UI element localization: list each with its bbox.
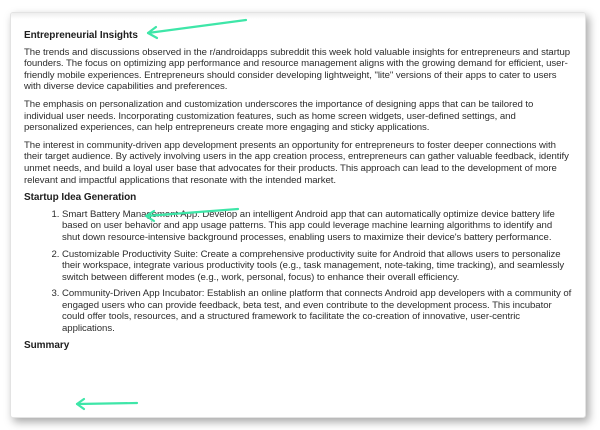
ideas-heading: Startup Idea Generation bbox=[24, 192, 137, 204]
insights-paragraph-1: The trends and discussions observed in the r/androidapps subreddit this week hold valuable insights for entrepreneurs and startup founders. The focus on optimizing app performance and resource management aligns with the growing demand for efficient, user-friendly mobile experiences. Entrepreneurs should consider developing lightweight, "lite" versions of their apps to cater to users with diverse device capabilities and preferences. bbox=[24, 46, 571, 93]
top-fade bbox=[11, 13, 585, 19]
document-content bbox=[24, 30, 572, 351]
list-item: 2. Customizable Productivity Suite: Create a comprehensive productivity suite for Android that allows users to personalize their workspace, integrate various productivity tools (e.g., task management, note-taking, time tracking), and seamlessly switch between different modes (e.g., work, personal, focus) to enhance their overall efficiency. bbox=[62, 249, 572, 284]
insights-paragraph-3: The interest in community-driven app development presents an opportunity for entrepreneurs to foster deeper connections with their target audience. By actively involving users in the app creation process, entrepreneurs can gather valuable feedback, identify unmet needs, and build a loyal user base that advocates for their products. This approach can lead to the development of more relevant and impactful applications that resonate with the intended market. bbox=[24, 139, 569, 186]
summary-heading: Summary bbox=[24, 339, 70, 351]
insights-paragraph-2: The emphasis on personalization and customization underscores the importance of designing apps that can be tailored to individual user needs. Incorporating customization features, such as home screen widgets, user-defined settings, and personalized experiences, can help entrepreneurs create more engaging and sticky applications. bbox=[24, 98, 534, 134]
document-card bbox=[10, 12, 586, 418]
ideas-list bbox=[24, 209, 572, 335]
list-item: 1. Smart Battery Management App: Develop an intelligent Android app that can automatically optimize device battery life based on user behavior and app usage patterns. This app could leverage machine learning algorithms to identify and shut down resource-intensive background processes, enabling users to maximize their device's battery performance. bbox=[62, 209, 572, 244]
list-item: 3. Community-Driven App Incubator: Establish an online platform that connects Android app developers with a community of engaged users who can provide feedback, beta test, and even contribute to the development process. This incubator could offer tools, resources, and a structured framework to facilitate the co-creation of innovative, user-centric applications. bbox=[62, 288, 572, 334]
insights-heading: Entrepreneurial Insights bbox=[24, 30, 138, 41]
